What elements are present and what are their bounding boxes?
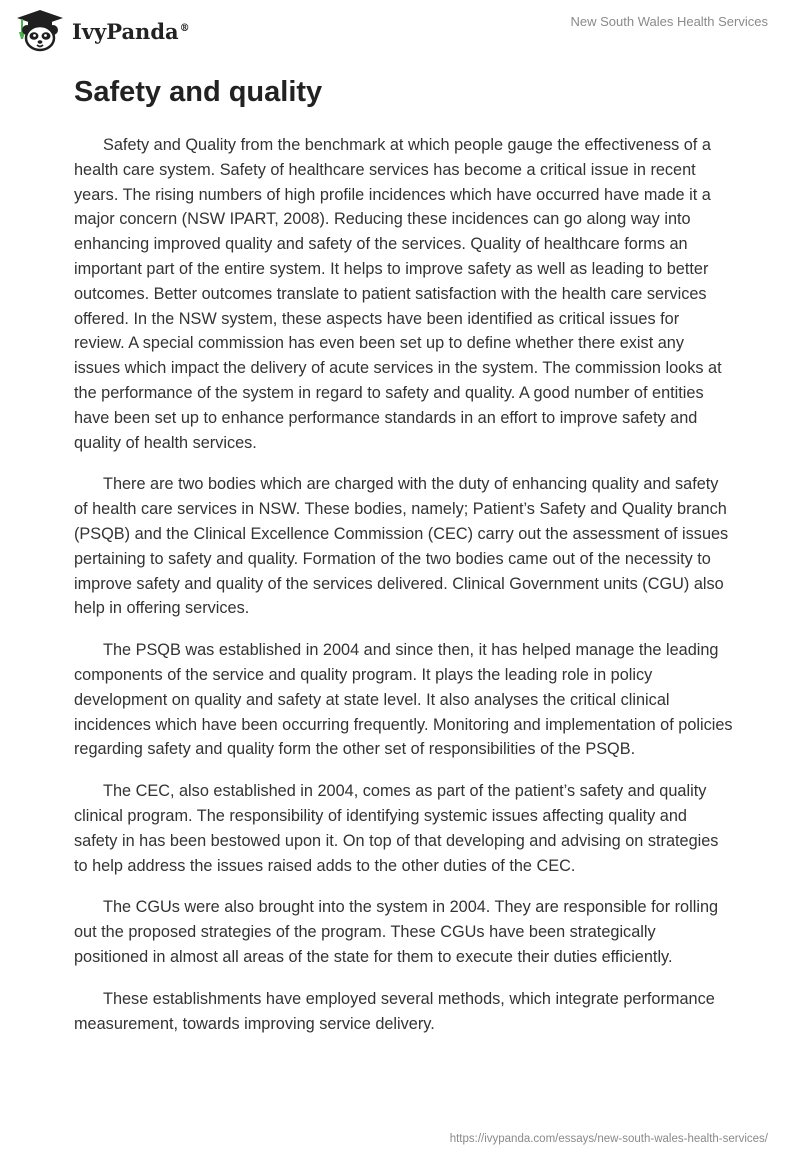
logo-wordmark: IvyPanda®	[72, 18, 190, 44]
section-heading: Safety and quality	[74, 76, 323, 108]
paragraph: The PSQB was established in 2004 and since then, it has helped manage the leading components of the service and quality program. It plays the leading role in policy development on quality and safety at state level. It also analyses the critical clinical incidences which have been occurring frequently. Monitoring and implementation of policies regarding safety and quality form the other set of responsibilities of the PSQB.	[74, 641, 733, 759]
paragraph: There are two bodies which are charged with the duty of enhancing quality and safety of health care services in NSW. These bodies, namely; Patient’s Safety and Quality branch (PSQB) and the Clinical Excellence Commission (CEC) carry out the assessment of issues pertaining to safety and quality. Formation of the two bodies came out of the necessity to improve safety and quality of the services delivered. Clinical Government units (CGU) also help in offering services.	[74, 475, 729, 618]
page-header	[0, 0, 800, 60]
paragraph: These establishments have employed several methods, which integrate performance measurement, towards improving service delivery.	[74, 989, 715, 1033]
paragraph: Safety and Quality from the benchmark at which people gauge the effectiveness of a health care system. Safety of healthcare services has become a critical issue in recent years. The rising numbers of high profile incidences which have occurred have made it a major concern (NSW IPART, 2008). Reducing these incidences can go along way into enhancing improved quality and safety of the services. Quality of healthcare forms an important part of the entire system. It helps to improve safety as well as leading to better outcomes. Better outcomes translate to patient satisfaction with the health care services offered. In the NSW system, these aspects have been identified as critical issues for review. A special commission has even been set up to define whether there exist any issues which impact the delivery of acute services in the system. The commission looks at the performance of the system in regard to safety and quality. A good number of entities have been set up to enhance performance standards in an effort to improve safety and quality of health services.	[74, 136, 722, 452]
paragraph: The CGUs were also brought into the system in 2004. They are responsible for rolling out the proposed strategies of the program. These CGUs have been strategically positioned in almost all areas of the state for them to execute their duties efficiently.	[74, 898, 719, 966]
source-url[interactable]: https://ivypanda.com/essays/new-south-wales-health-services/	[449, 1133, 768, 1145]
panda-graduate-icon	[14, 8, 66, 52]
article-body	[74, 72, 734, 1053]
document-title: New South Wales Health Services	[570, 14, 768, 29]
ivypanda-logo[interactable]	[14, 8, 190, 52]
registered-mark: ®	[179, 22, 190, 34]
paragraph: The CEC, also established in 2004, comes as part of the patient’s safety and quality clinical program. The responsibility of identifying systemic issues affecting quality and safety in has been bestowed upon it. On top of that developing and advising on strategies to help address the issues raised adds to the other duties of the CEC.	[74, 782, 719, 875]
